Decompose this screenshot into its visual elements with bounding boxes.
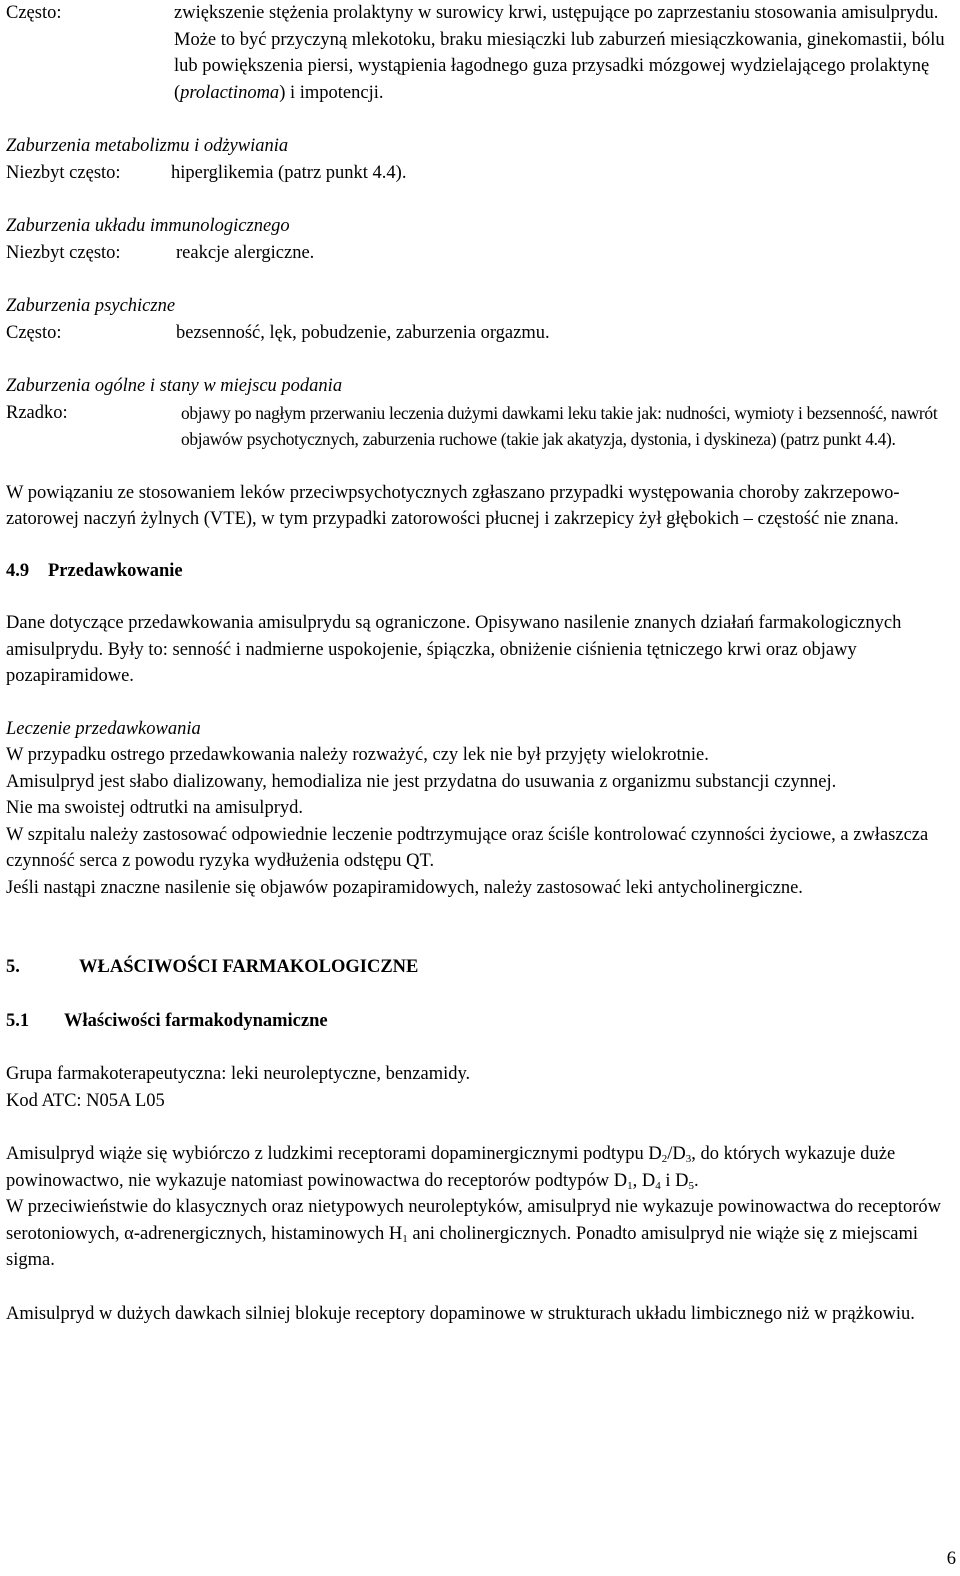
adverse-row-prolactin [6, 0, 951, 106]
frequency-label: Często: [6, 322, 62, 343]
overdose-line: Amisulpryd jest słabo dializowany, hemodializa nie jest przydatna do usuwania z organizmu substancji czynnej. [6, 771, 837, 792]
overdose-treatment-heading: Leczenie przedawkowania [6, 718, 201, 739]
overdose-paragraph: Dane dotyczące przedawkowania amisulprydu są ograniczone. Opisywano nasilenie znanych działań farmakologicznych amisulprydu. Były to: senność i nadmierne uspokojenie, śpiączka, obniżenie ciśnienia tętniczego krwi oraz objawy pozapiramidowe. [6, 613, 902, 686]
pharmacodynamics-paragraph-1: Amisulpryd wiąże się wybiórczo z ludzkimi receptorami dopaminergicznymi podtypu $D_2/D_3$, do których wykazuje duże powinowactwo, nie wykazuje natomiast powinowactwa do receptorów podtypów $D_1$, $D_4$ i $D_5$. [6, 1144, 896, 1192]
adverse-row-metabolism [6, 160, 951, 187]
section-heading-5-1 [6, 1008, 951, 1035]
section-title: Właściwości farmakodynamiczne [64, 1010, 328, 1031]
pharmacodynamics-paragraph-2: W przeciwieństwie do klasycznych oraz nietypowych neuroleptyków, amisulpryd nie wykazuje powinowactwa do receptorów serotoniowych, α-adrenergicznych, histaminowych $H_1$ ani cholinergicznych. Ponadto amisulpryd nie wiąże się z miejscami sigma. [6, 1197, 941, 1270]
adverse-description: reakcje alergiczne. [176, 242, 315, 263]
soc-heading-immune: Zaburzenia układu immunologicznego [6, 216, 290, 236]
overdose-line: Nie ma swoistej odtrutki na amisulpryd. [6, 798, 303, 818]
section-title: Przedawkowanie [48, 560, 183, 581]
adverse-description: objawy po nagłym przerwaniu leczenia dużymi dawkami leku takie jak: nudności, wymioty i bezsenność, nawrót objawów psychotycznych, zaburzenia ruchowe (takie jak akatyzja, dystonia, i dyskineza) (patrz punkt 4.4). [181, 402, 938, 449]
soc-heading-metabolism: Zaburzenia metabolizmu i odżywiania [6, 136, 289, 156]
pharmacodynamics-paragraph-3: Amisulpryd w dużych dawkach silniej blokuje receptory dopaminowe w strukturach układu limbicznego niż w prążkowiu. [6, 1303, 915, 1324]
adverse-description: bezsenność, lęk, pobudzenie, zaburzenia orgazmu. [176, 322, 550, 343]
frequency-label: Rzadko: [6, 402, 68, 423]
section-heading-4-9 [6, 558, 951, 585]
section-number: 5. [6, 957, 20, 977]
adverse-row-psych [6, 320, 951, 347]
section-number: 4.9 [6, 560, 30, 581]
overdose-line: Jeśli nastąpi znaczne nasilenie się objawów pozapiramidowych, należy zastosować leki antycholinergiczne. [6, 877, 803, 898]
vte-paragraph: W powiązaniu ze stosowaniem leków przeciwpsychotycznych zgłaszano przypadki występowania choroby zakrzepowo-zatorowej naczyń żylnych (VTE), w tym przypadki zatorowości płucnej i zakrzepicy żył głębokich – częstość nie znana. [6, 482, 900, 529]
pharmacotherapeutic-group: Grupa farmakoterapeutyczna: leki neuroleptyczne, benzamidy. [6, 1064, 471, 1084]
frequency-label: Niezbyt często: [6, 162, 121, 183]
overdose-line: W szpitalu należy zastosować odpowiednie leczenie podtrzymujące oraz ściśle kontrolować czynności życiowe, a zwłaszcza czynność serca z powodu ryzyka wydłużenia odstępu QT. [6, 824, 929, 871]
soc-heading-psych: Zaburzenia psychiczne [6, 296, 176, 316]
atc-code: Kod ATC: N05A L05 [6, 1090, 165, 1111]
adverse-description: zwiększenie stężenia prolaktyny w surowicy krwi, ustępujące po zaprzestaniu stosowania amisulprydu. Może to być przyczyną mlekotoku, braku miesiączki lub zaburzeń miesiączkowania, ginekomastii, bólu lub powiększenia piersi, wystąpienia łagodnego guza przysadki mózgowej wydzielającego prolaktynę (prolactinoma) i impotencji. [174, 3, 945, 103]
section-heading-5 [6, 954, 951, 981]
section-title: WŁAŚCIWOŚCI FARMAKOLOGICZNE [79, 957, 419, 977]
section-number: 5.1 [6, 1010, 30, 1031]
soc-heading-general: Zaburzenia ogólne i stany w miejscu podania [6, 376, 343, 396]
adverse-row-general [6, 400, 951, 453]
adverse-row-immune [6, 240, 951, 267]
frequency-label: Niezbyt często: [6, 242, 121, 263]
page-number: 6 [946, 1549, 956, 1569]
overdose-line: W przypadku ostrego przedawkowania należy rozważyć, czy lek nie był przyjęty wielokrotnie. [6, 745, 709, 765]
adverse-description: hiperglikemia (patrz punkt 4.4). [171, 162, 407, 183]
frequency-label: Często: [6, 3, 62, 23]
document-page [6, 0, 951, 1327]
